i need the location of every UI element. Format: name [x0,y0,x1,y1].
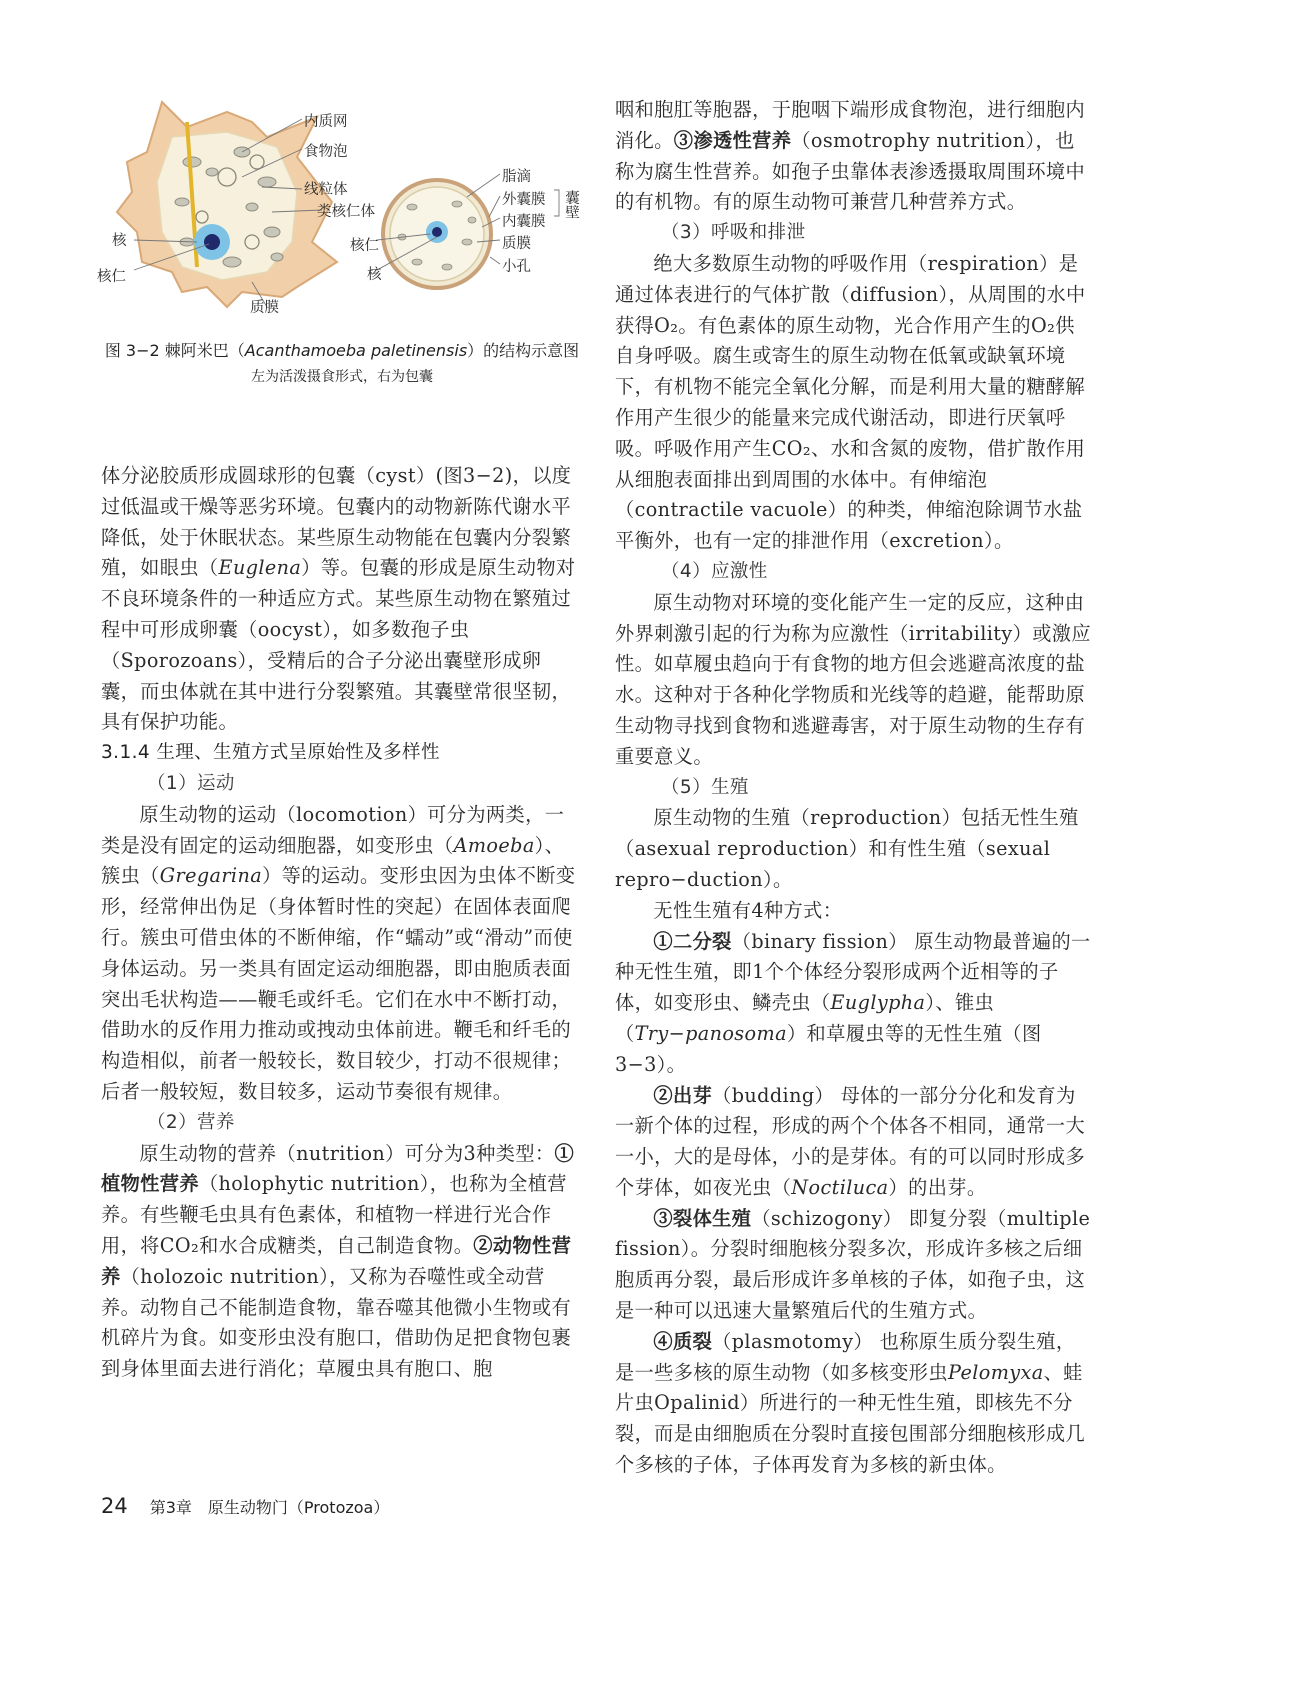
page-footer [101,1494,389,1518]
paragraph-asexual-intro: 无性生殖有4种方式： [653,898,843,922]
figure-caption [92,338,592,388]
paragraph-locomotion: 原生动物的运动（locomotion）可分为两类，一类是没有固定的运动细胞器，如变形虫（Amoeba）、簇虫（Gregarina）等的运动。变形虫因为虫体不断变形，经常伸出伪足（身体暂时性的突起）在固体表面爬行。簇虫可借虫体的不断伸缩，作“蠕动”或“滑动”而使身体运动。另一类具有固定运动细胞器，即由胞质表面突出毛状构造——鞭毛或纤毛。它们在水中不断打动，借助水的反作用力推动或拽动虫体前进。鞭毛和纤毛的构造相似，前者一般较长，数目较少，打动不很规律；后者一般较短，数目较多，运动节奏很有规律。 [101,802,576,1103]
label-nucleus-left: 核 [112,233,127,249]
label-plasma-membrane-left: 质膜 [250,300,279,316]
page-number: 24 [101,1494,128,1518]
subheading-reproduction: （5）生殖 [661,776,749,798]
label-pore: 小孔 [502,259,531,275]
paragraph-binary-fission: ①二分裂（binary fission） 原生动物最普遍的一种无性生殖，即1个个体经分裂形成两个近相等的子体，如变形虫、鳞壳虫（Euglypha）、锥虫（Try−panosoma）和草履虫等的无性生殖（图3−3）。 [615,929,1091,1076]
label-cyst-wall: 囊壁 [563,190,579,219]
caption-note: 左为活泼摄食形式，右为包囊 [251,369,433,385]
paragraph-nutrition: 原生动物的营养（nutrition）可分为3种类型：①植物性营养（holophytic nutrition），也称为全植营养。有些鞭毛虫具有色素体，和植物一样进行光合作用，将CO₂和水合成糖类，自己制造食物。②动物性营养（holozoic nutrition），又称为吞噬性或全动营养。动物自己不能制造食物，靠吞噬其他微小生物或有机碎片为食。如变形虫没有胞口，借助伪足把食物包裹到身体里面去进行消化；草履虫具有胞口、胞 [101,1141,575,1381]
paragraph-respiration: 绝大多数原生动物的呼吸作用（respiration）是通过体表进行的气体扩散（diffusion），从周围的水中获得O₂。有色素体的原生动物，光合作用产生的O₂供自身呼吸。腐生或寄生的原生动物在低氧或缺氧环境下，有机物不能完全氧化分解，而是利用大量的糖酵解作用产生很少的能量来完成代谢活动，即进行厌氧呼吸。呼吸作用产生CO₂、水和含氮的废物，借扩散作用从细胞表面排出到周围的水体中。有伸缩泡（contractile vacuole）的种类，伸缩泡除调节水盐平衡外，也有一定的排泄作用（excretion）。 [615,251,1086,553]
left-column [101,461,577,1385]
paragraph-nutrition-cont: 咽和胞肛等胞器，于胞咽下端形成食物泡，进行细胞内消化。③渗透性营养（osmotrophy nutrition），也称为腐生性营养。如孢子虫靠体表渗透摄取周围环境中的有机物。有的原生动物可兼营几种营养方式。 [615,98,1086,214]
label-nucleolus-mid: 核仁 [350,238,379,254]
label-inner-cyst: 内囊膜 [502,214,546,230]
label-karyosome-like: 类核仁体 [317,204,375,220]
label-er: 内质网 [304,114,348,130]
chapter-title: 第3章 原生动物门（Protozoa） [149,1498,390,1517]
subheading-locomotion: （1）运动 [147,772,235,794]
paragraph-schizogony: ③裂体生殖（schizogony） 即复分裂（multiple fission）。分裂时细胞核分裂多次，形成许多核之后细胞质再分裂，最后形成许多单核的子体，如孢子虫，这是一种可以迅速大量繁殖后代的生殖方式。 [615,1206,1091,1323]
label-nucleus-mid: 核 [367,267,382,283]
paragraph-irritability: 原生动物对环境的变化能产生一定的反应，这种由外界刺激引起的行为称为应激性（irritability）或激应性。如草履虫趋向于有食物的地方但会逃避高浓度的盐水。这种对于各种化学物质和光线等的趋避，能帮助原生动物寻找到食物和逃避毒害，对于原生动物的生存有重要意义。 [615,590,1091,768]
right-column [615,95,1093,1481]
paragraph-cyst: 体分泌胶质形成圆球形的包囊（cyst）(图3−2)，以度过低温或干燥等恶劣环境。包囊内的动物新陈代谢水平降低，处于休眠状态。某些原生动物能在包囊内分裂繁殖，如眼虫（Euglena）等。包囊的形成是原生动物对不良环境条件的一种适应方式。某些原生动物在繁殖过程中可形成卵囊（oocyst），如多数孢子虫（Sporozoans），受精后的合子分泌出囊壁形成卵囊，而虫体就在其中进行分裂繁殖。其囊壁常很坚韧，具有保护功能。 [101,464,576,734]
label-outer-cyst: 外囊膜 [502,192,546,208]
subheading-nutrition: （2）营养 [147,1111,235,1133]
paragraph-plasmotomy: ④质裂（plasmotomy） 也称原生质分裂生殖，是一些多核的原生动物（如多核变形虫Pelomyxa、蛙片虫Opalinid）所进行的一种无性生殖，即核先不分裂，而是由细胞质在分裂时直接包围部分细胞核形成几个多核的子体，子体再发育为多核的新虫体。 [615,1329,1086,1477]
label-plasma-membrane-right: 质膜 [502,236,531,252]
subheading-irritability: （4）应激性 [661,560,768,582]
label-nucleolus-left: 核仁 [97,269,126,285]
paragraph-reproduction: 原生动物的生殖（reproduction）包括无性生殖（asexual reproduction）和有性生殖（sexual repro−duction）。 [615,806,1079,891]
subheading-respiration: （3）呼吸和排泄 [661,222,806,244]
caption-title: 图 3−2 棘阿米巴（Acanthamoeba paletinensis）的结构示意图 [104,341,580,360]
label-food-vacuole: 食物泡 [304,144,348,160]
section-heading: 3.1.4 生理、生殖方式呈原始性及多样性 [101,742,440,764]
label-mitochondria: 线粒体 [304,182,348,198]
label-fat-droplet: 脂滴 [502,169,531,185]
paragraph-budding: ②出芽（budding） 母体的一部分分化和发育为一新个体的过程，形成的两个个体各不相同，通常一大一小，大的是母体，小的是芽体。有的可以同时形成多个芽体，如夜光虫（Noctiluca）的出芽。 [615,1083,1086,1199]
